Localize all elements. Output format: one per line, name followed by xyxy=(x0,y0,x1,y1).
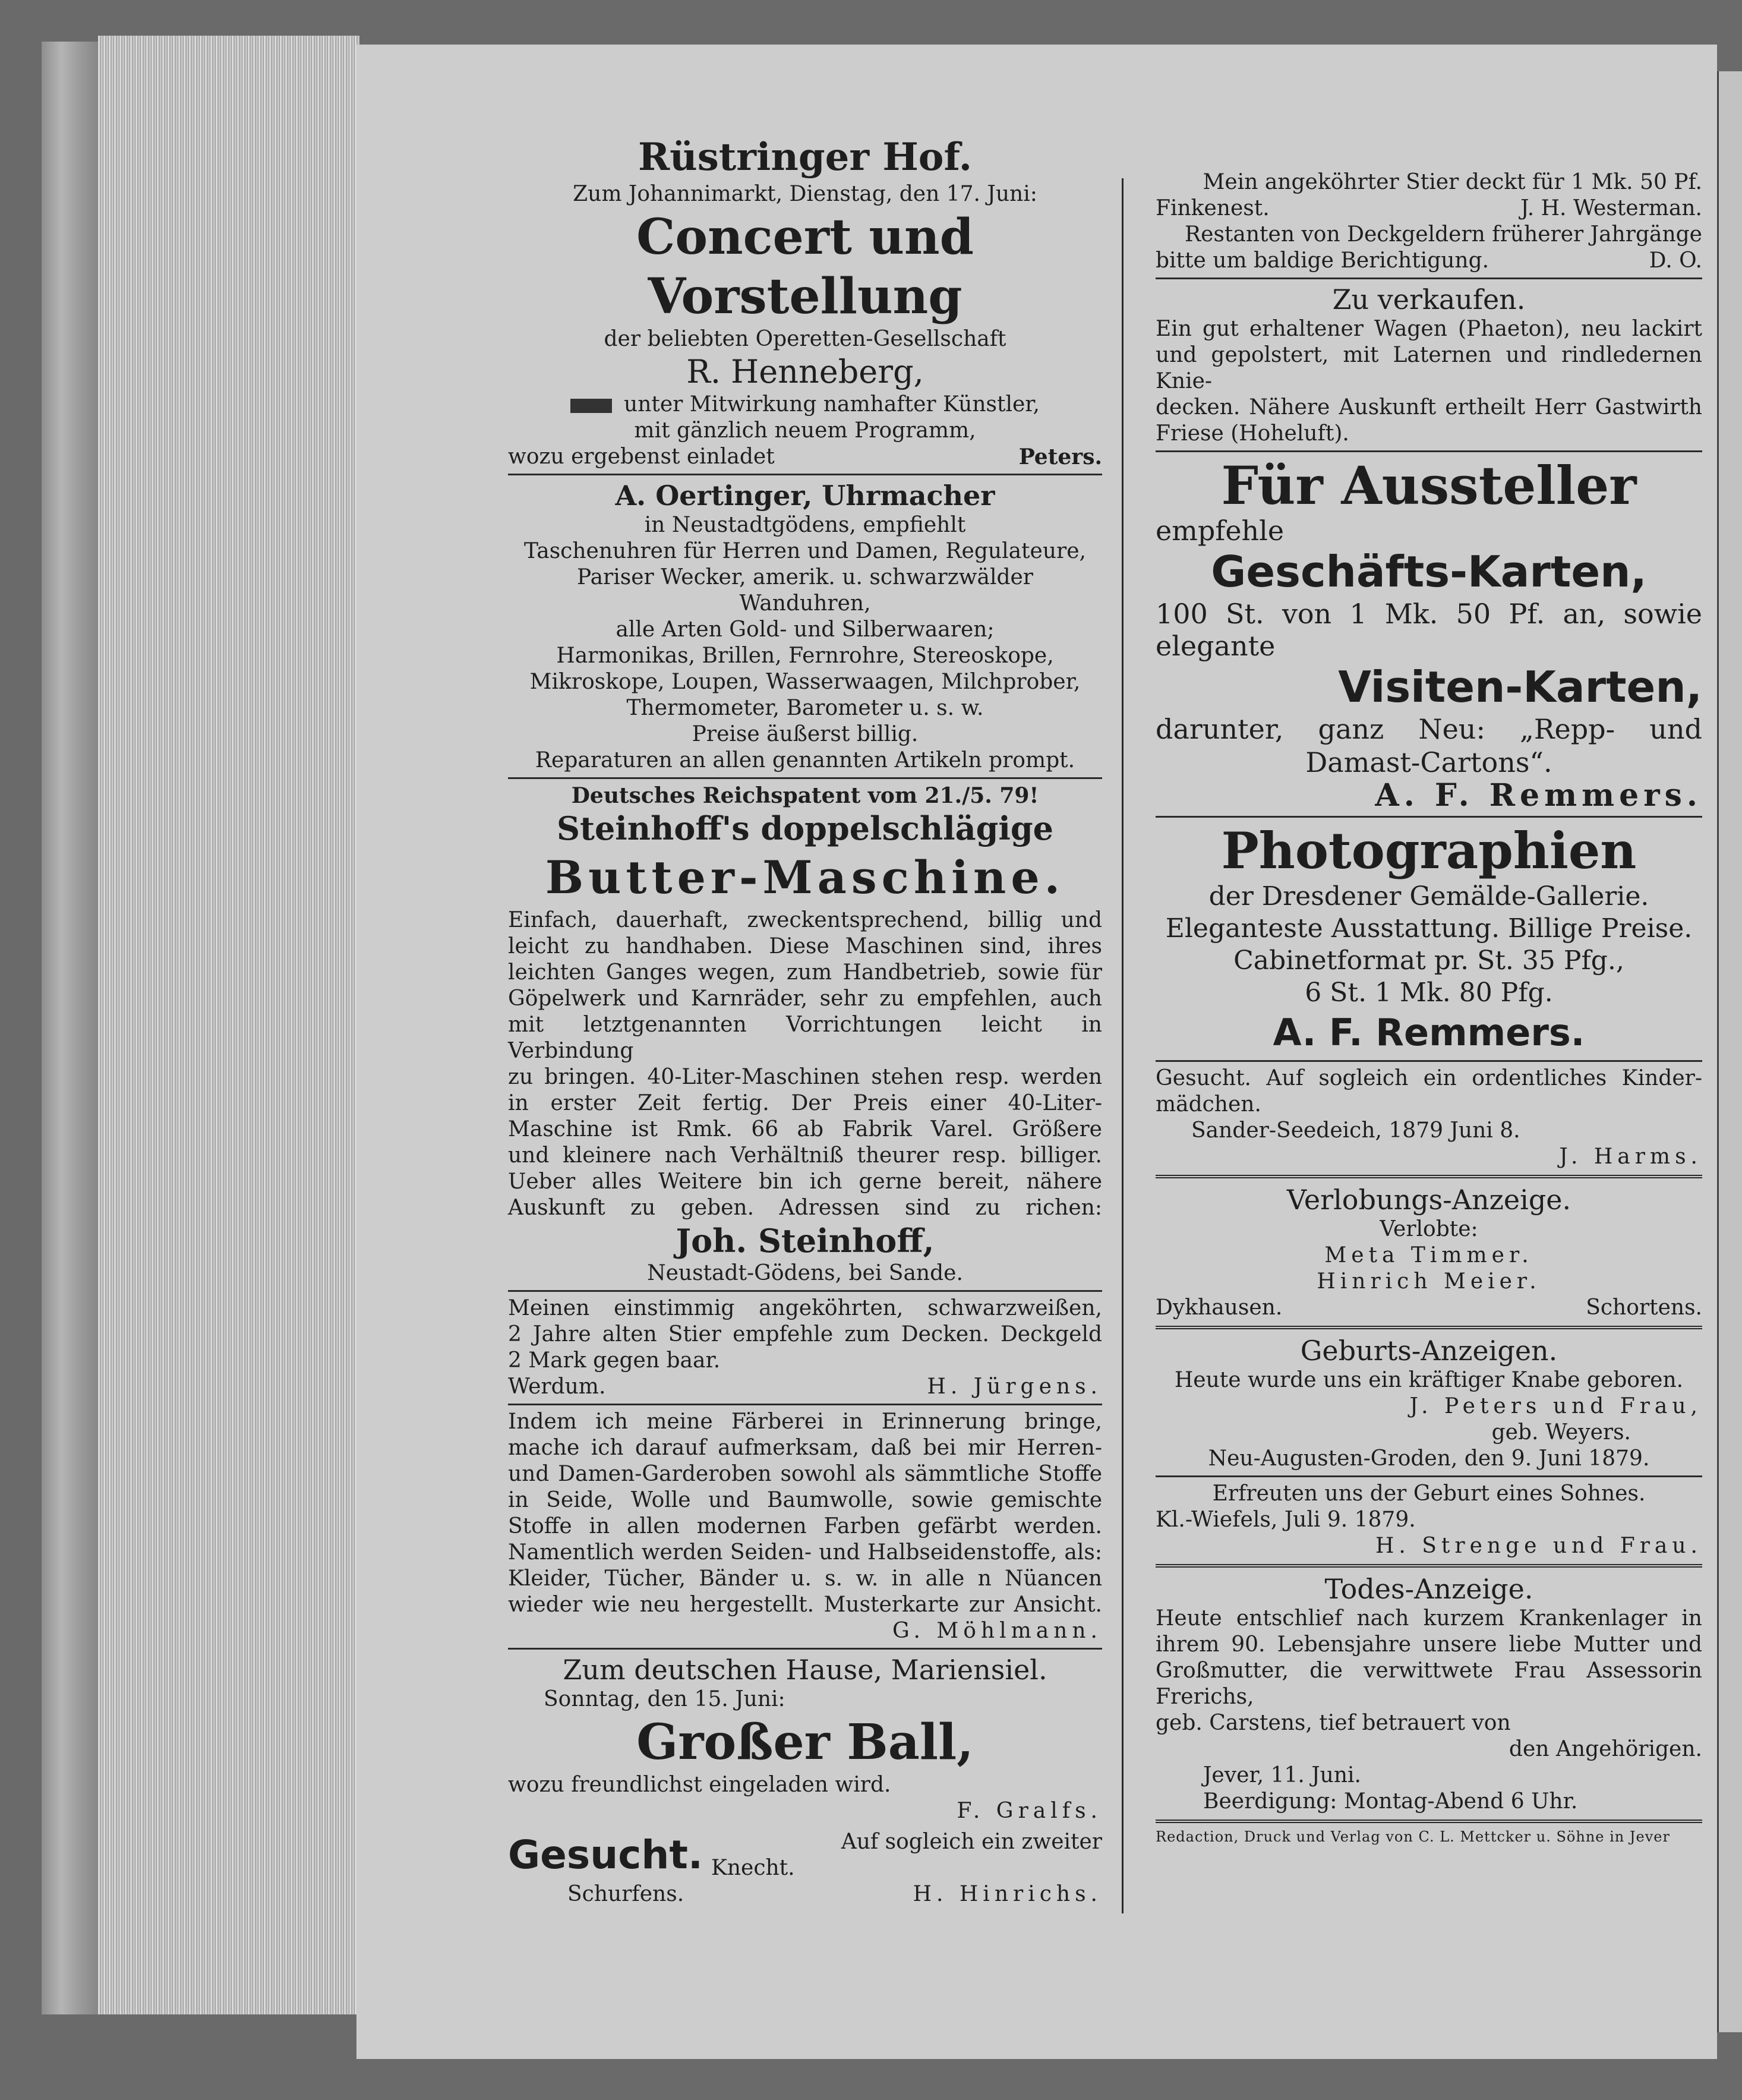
ad-title: Geburts-Anzeigen. xyxy=(1300,1335,1558,1367)
ad-signature: G. Möhlmann. xyxy=(892,1619,1102,1643)
ad-fuer-aussteller xyxy=(1156,456,1702,812)
ad-line: Taschenuhren für Herren und Damen, Regulateure, xyxy=(524,539,1086,563)
divider xyxy=(508,474,1102,475)
ad-body-line: Namentlich werden Seiden- und Halbseidenstoffe, als: xyxy=(508,1540,1102,1565)
ad-place: Schortens. xyxy=(1586,1295,1702,1320)
ad-title: Gesucht. xyxy=(508,1832,703,1878)
divider xyxy=(1156,450,1702,452)
ad-signature: J. Harms. xyxy=(1559,1144,1702,1169)
ad-body-line: leicht zu handhaben. Diese Maschinen sind, ihres xyxy=(508,934,1102,958)
ad-body-line: Einfach, dauerhaft, zweckentsprechend, billig und xyxy=(508,908,1102,932)
imprint-footer: Redaction, Druck und Verlag von C. L. Mettcker u. Söhne in Jever xyxy=(1156,1828,1670,1845)
ad-line: der Dresdener Gemälde-Gallerie. xyxy=(1208,881,1649,912)
column-divider xyxy=(1122,178,1124,1913)
ad-patent: Deutsches Reichspatent vom 21./5. 79! xyxy=(571,783,1039,808)
ad-zu-verkaufen xyxy=(1156,283,1702,447)
ad-body-line: Göpelwerk und Karnräder, sehr zu empfehlen, auch xyxy=(508,986,1102,1011)
ad-signature: den Angehörigen. xyxy=(1509,1737,1702,1761)
ad-body-line: leichten Ganges wegen, zum Handbetrieb, sowie für xyxy=(508,960,1102,985)
ad-text: Auf sogleich ein zweiter xyxy=(841,1830,1102,1854)
ad-juergens xyxy=(508,1295,1102,1400)
pointing-hand-icon xyxy=(570,399,612,413)
ad-text: Gesucht. Auf sogleich ein ordentliches Kinder- xyxy=(1156,1066,1702,1090)
ad-body-line: geb. Carstens, tief betrauert von xyxy=(1156,1711,1511,1735)
ad-text: Knecht. xyxy=(711,1856,795,1880)
ad-line: Preise äußerst billig. xyxy=(692,722,919,746)
ad-text: wozu freundlichst eingeladen wird. xyxy=(508,1773,891,1797)
ad-body-line: in erster Zeit fertig. Der Preis einer 40-Liter- xyxy=(508,1091,1102,1115)
ad-verlobung xyxy=(1156,1183,1702,1321)
ad-gesucht xyxy=(508,1829,1102,1907)
divider xyxy=(1156,1564,1702,1568)
ad-body-line: und kleinere nach Verhältniß theurer resp. billiger. xyxy=(508,1143,1102,1168)
divider xyxy=(508,1648,1102,1650)
ad-harms xyxy=(1156,1065,1702,1170)
ad-body-line: Ein gut erhaltener Wagen (Phaeton), neu lackirt xyxy=(1156,317,1702,341)
ad-body-line: Stoffe in allen modernen Farben gefärbt werden. xyxy=(508,1514,1102,1538)
ad-body-line: Meinen einstimmig angeköhrten, schwarzweißen, xyxy=(508,1296,1102,1320)
ad-text: Kl.-Wiefels, Juli 9. 1879. xyxy=(1156,1508,1416,1532)
ad-text: Mein angeköhrter Stier deckt für 1 Mk. 50 Pf. xyxy=(1203,170,1702,194)
divider xyxy=(1156,816,1702,818)
ad-title: Für Aussteller xyxy=(1221,455,1637,516)
ad-body-line: Heute entschlief nach kurzem Krankenlager in xyxy=(1156,1606,1702,1631)
ad-name: R. Henneberg, xyxy=(686,353,924,390)
divider xyxy=(1156,1175,1702,1178)
ad-text: wozu ergebenst einladet xyxy=(508,444,775,469)
ad-body-line: in Seide, Wolle und Baumwolle, sowie gemischte xyxy=(508,1488,1102,1512)
ad-body-line: Kleider, Tücher, Bänder u. s. w. in alle n Nüancen xyxy=(508,1566,1102,1591)
ad-geburt xyxy=(1156,1334,1702,1559)
divider xyxy=(1156,1475,1702,1477)
ad-text: bitte um baldige Berichtigung. xyxy=(1156,248,1489,273)
ad-title: Rüstringer Hof. xyxy=(638,135,973,179)
ad-text: Damast-Cartons“. xyxy=(1305,746,1552,778)
divider xyxy=(1156,1060,1702,1062)
ad-steinhoff xyxy=(508,783,1102,1287)
ad-line: 6 St. 1 Mk. 80 Pfg. xyxy=(1305,978,1553,1008)
ad-line: alle Arten Gold- und Silberwaaren; xyxy=(616,617,995,642)
ad-body-line: Maschine ist Rmk. 66 ab Fabrik Varel. Größere xyxy=(508,1117,1102,1142)
ad-moehlmann xyxy=(508,1409,1102,1644)
ad-text: Erfreuten uns der Geburt eines Sohnes. xyxy=(1212,1481,1646,1506)
ad-body-line: wieder wie neu hergestellt. Musterkarte zur Ansicht. xyxy=(508,1593,1102,1617)
ad-body-line: mit letztgenannten Vorrichtungen leicht in Verbindung xyxy=(508,1013,1102,1063)
ad-line: Mikroskope, Loupen, Wasserwaagen, Milchprober, xyxy=(529,670,1081,694)
ad-text: mädchen. xyxy=(1156,1092,1261,1117)
ad-body-line: decken. Nähere Auskunft ertheilt Herr Gastwirth xyxy=(1156,395,1702,420)
ad-body-line: 2 Mark gegen baar. xyxy=(508,1348,721,1373)
ad-line: Cabinetformat pr. St. 35 Pfg., xyxy=(1233,945,1624,976)
ad-text: mit gänzlich neuem Programm, xyxy=(634,418,976,443)
ad-title: Zum deutschen Hause, Mariensiel. xyxy=(563,1654,1047,1686)
ad-body-line: Ueber alles Weitere bin ich gerne bereit, nähere xyxy=(508,1169,1102,1194)
page-edges xyxy=(98,36,359,2014)
ad-signature: J. Peters und Frau, xyxy=(1409,1394,1702,1418)
ad-date: Sonntag, den 15. Juni: xyxy=(544,1687,785,1711)
ad-text: Restanten von Deckgeldern früherer Jahrgänge xyxy=(1185,222,1702,247)
ad-photographien xyxy=(1156,821,1702,1057)
ad-body-line: mache ich darauf aufmerksam, daß bei mir Herren- xyxy=(508,1436,1102,1460)
ad-westerman xyxy=(1156,169,1702,274)
ad-signature: F. Gralfs. xyxy=(957,1799,1102,1823)
ad-text: Jever, 11. Juni. xyxy=(1203,1763,1361,1787)
ad-todes-anzeige xyxy=(1156,1572,1702,1815)
ad-signature: A. F. Remmers. xyxy=(1273,1011,1585,1054)
ad-headline: Butter-Maschine. xyxy=(545,851,1065,904)
ad-body-line: und gepolstert, mit Laternen und rindledernen Knie- xyxy=(1156,343,1702,393)
ad-body-line: Friese (Hoheluft). xyxy=(1156,421,1349,446)
ad-line: Pariser Wecker, amerik. u. schwarzwälder Wanduhren, xyxy=(576,565,1034,616)
ad-line: in Neustadtgödens, empfiehlt xyxy=(644,513,966,537)
ad-body-line: Indem ich meine Färberei in Erinnerung bringe, xyxy=(508,1410,1102,1434)
ad-headline: Großer Ball, xyxy=(636,1714,974,1771)
ad-signature: H. Strenge und Frau. xyxy=(1375,1534,1702,1558)
ad-signature: A. F. Remmers. xyxy=(1375,777,1702,813)
ad-signature: Peters. xyxy=(1018,444,1102,469)
ad-oertinger xyxy=(508,479,1102,774)
ad-text: elegante xyxy=(1156,630,1276,662)
ad-place: Werdum. xyxy=(508,1374,606,1399)
ad-text: 100 St. von 1 Mk. 50 Pf. an, sowie xyxy=(1156,598,1702,630)
left-column xyxy=(508,134,1102,1907)
ad-body-line: 2 Jahre alten Stier empfehle zum Decken. Deckgeld xyxy=(508,1322,1102,1347)
ad-place: Schurfens. xyxy=(567,1882,684,1906)
ad-line: Harmonikas, Brillen, Fernrohre, Stereoskope, xyxy=(556,644,1054,668)
ad-text: geb. Weyers. xyxy=(1491,1420,1631,1445)
ad-signature: D. O. xyxy=(1649,248,1702,273)
ad-name: Meta Timmer. xyxy=(1324,1243,1533,1267)
divider xyxy=(1156,278,1702,279)
ad-title: Verlobungs-Anzeige. xyxy=(1286,1184,1571,1216)
ad-text: Sander-Seedeich, 1879 Juni 8. xyxy=(1191,1118,1520,1143)
divider xyxy=(508,1404,1102,1405)
ad-signature: J. H. Westerman. xyxy=(1520,196,1702,220)
ad-text: Verlobte: xyxy=(1380,1217,1478,1241)
ad-ruestringer-hof xyxy=(508,134,1102,470)
ad-signature: H. Hinrichs. xyxy=(913,1882,1102,1906)
ad-grosser-ball xyxy=(508,1653,1102,1824)
divider xyxy=(508,777,1102,779)
divider xyxy=(1156,1326,1702,1329)
ad-place: Finkenest. xyxy=(1156,196,1270,220)
ad-title: Zu verkaufen. xyxy=(1332,283,1526,316)
divider xyxy=(508,1290,1102,1292)
ad-signature: H. Jürgens. xyxy=(927,1374,1102,1399)
ad-headline: Visiten-Karten, xyxy=(1338,662,1702,712)
ad-line: Eleganteste Ausstattung. Billige Preise. xyxy=(1165,913,1693,944)
ad-place: Dykhausen. xyxy=(1156,1295,1283,1320)
right-column xyxy=(1156,169,1702,1846)
ad-text: Neu-Augusten-Groden, den 9. Juni 1879. xyxy=(1208,1446,1650,1471)
ad-title: A. Oertinger, Uhrmacher xyxy=(615,480,995,512)
ad-text: empfehle xyxy=(1156,515,1285,547)
ad-line: Thermometer, Barometer u. s. w. xyxy=(626,696,984,720)
ad-body-line: und Damen-Garderoben sowohl als sämmtliche Stoffe xyxy=(508,1462,1102,1486)
ad-title: Todes-Anzeige. xyxy=(1324,1573,1533,1605)
ad-text: Beerdigung: Montag-Abend 6 Uhr. xyxy=(1203,1789,1578,1814)
ad-body-line: Großmutter, die verwittwete Frau Assessorin Frerichs, xyxy=(1156,1658,1702,1709)
ad-headline: Concert und Vorstellung xyxy=(636,209,974,325)
ad-text: der beliebten Operetten-Gesellschaft xyxy=(604,327,1006,351)
facing-page-edge xyxy=(1717,71,1742,2032)
ad-text: Heute wurde uns ein kräftiger Knabe geboren. xyxy=(1174,1368,1684,1392)
ad-body-line: ihrem 90. Lebensjahre unsere liebe Mutter und xyxy=(1156,1632,1702,1657)
ad-name: Joh. Steinhoff, xyxy=(676,1222,935,1260)
ad-title: Steinhoff's doppelschlägige xyxy=(557,809,1053,847)
divider xyxy=(1156,1820,1702,1823)
ad-body-line: Auskunft zu geben. Adressen sind zu richen: xyxy=(508,1196,1102,1220)
book-spine xyxy=(42,42,107,2014)
ad-body-line: zu bringen. 40-Liter-Maschinen stehen resp. werden xyxy=(508,1065,1102,1089)
ad-name: Hinrich Meier. xyxy=(1317,1269,1541,1294)
ad-text: Zum Johannimarkt, Dienstag, den 17. Juni: xyxy=(573,182,1037,206)
ad-headline: Geschäfts-Karten, xyxy=(1211,547,1647,597)
ad-text: unter Mitwirkung namhafter Künstler, xyxy=(624,392,1040,417)
ad-text: darunter, ganz Neu: „Repp- und xyxy=(1156,713,1702,745)
ad-title: Photographien xyxy=(1221,821,1637,880)
ad-line: Reparaturen an allen genannten Artikeln prompt. xyxy=(535,748,1075,772)
ad-place: Neustadt-Gödens, bei Sande. xyxy=(647,1261,963,1285)
